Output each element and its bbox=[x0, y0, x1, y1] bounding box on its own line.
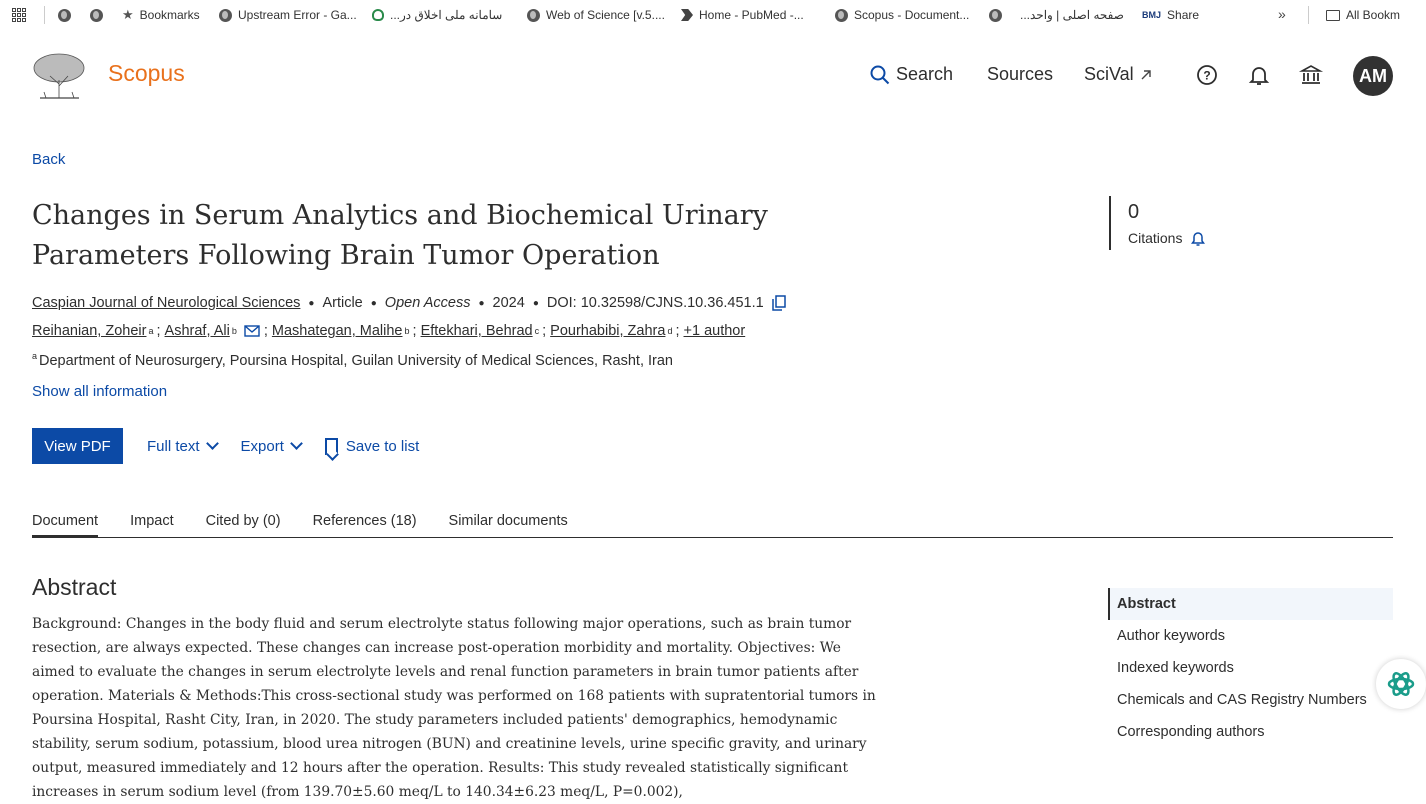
globe-icon bbox=[527, 9, 540, 22]
chevron-down-icon bbox=[290, 437, 303, 450]
divider bbox=[44, 6, 45, 24]
help-icon[interactable] bbox=[1196, 64, 1218, 86]
author-link[interactable]: Pourhabibi, Zahra bbox=[550, 323, 666, 339]
affiliation: $^a$ Department of Neurosurgery, Poursina Hospital, Guilan University of Medical Sciences, Rasht, Iran bbox=[32, 351, 673, 369]
ai-assistant-icon bbox=[1376, 659, 1426, 709]
folder-icon bbox=[1326, 10, 1340, 21]
separator-dot: ● bbox=[370, 297, 377, 309]
document-meta bbox=[32, 295, 786, 311]
author-link[interactable]: Reihanian, Zoheir bbox=[32, 323, 147, 339]
author-link[interactable]: Mashategan, Malihe bbox=[271, 323, 403, 339]
all-bookmarks-folder[interactable]: All Bookm bbox=[1326, 7, 1400, 23]
site-header bbox=[0, 38, 1404, 118]
university-icon bbox=[989, 9, 1002, 22]
tab-impact[interactable]: Impact bbox=[130, 513, 174, 529]
email-icon[interactable] bbox=[244, 325, 260, 337]
publication-year: 2024 bbox=[492, 295, 525, 311]
export-dropdown[interactable]: Export bbox=[241, 438, 301, 455]
document-tabs bbox=[32, 505, 1393, 538]
search-icon bbox=[870, 65, 890, 85]
journal-link[interactable]: Caspian Journal of Neurological Sciences bbox=[32, 295, 301, 311]
globe-icon bbox=[58, 9, 71, 22]
globe-icon bbox=[219, 9, 232, 22]
institution-icon[interactable] bbox=[1300, 64, 1322, 86]
bell-icon[interactable] bbox=[1248, 64, 1270, 86]
assistant-button[interactable] bbox=[1376, 659, 1426, 709]
open-access-label: Open Access bbox=[384, 295, 471, 311]
svg-text:?: ? bbox=[1203, 68, 1211, 83]
separator-dot: ● bbox=[308, 297, 315, 309]
bookmark-bmj-share[interactable]: BMJ Share bbox=[1142, 8, 1200, 22]
full-text-dropdown[interactable]: Full text bbox=[147, 438, 217, 455]
external-link-icon bbox=[1140, 69, 1152, 81]
globe-icon bbox=[835, 9, 848, 22]
copy-icon[interactable] bbox=[772, 295, 786, 311]
section-navigation bbox=[1108, 588, 1393, 748]
bookmark-pubmed[interactable]: Home - PubMed -... bbox=[681, 7, 804, 23]
separator-dot: ● bbox=[478, 297, 485, 309]
abstract-text: Background: Changes in the body fluid and serum electrolyte status following major operations, such as brain tumor resection, are always expected. These changes can increase post-operation morbidity and mortality. Objectives: We aimed to evaluate the changes in serum electrolyte levels and renal function parameters in brain tumor patients after operation. Materials & Methods:This cross-sectional study was performed on 168 patients with supratentorial tumors in Poursina Hospital, Rasht City, Iran, in 2020. The study parameters included patients' demographics, hemodynamic stability, serum sodium, potassium, blood urea nitrogen (BUN) and creatinine levels, urine specific gravity, and urinary output, measured immediately and 12 hours after the operation. Results: This study revealed statistically significant increases in serum sodium level (from 139.70±5.60 meq/L to 140.34±6.23 meq/L, P=0.002), bbox=[32, 616, 876, 800]
bookmark-item[interactable] bbox=[58, 7, 71, 23]
save-to-list-button[interactable]: Save to list bbox=[325, 438, 419, 455]
tab-document[interactable]: Document bbox=[32, 505, 98, 538]
side-nav-corresponding-authors[interactable]: Corresponding authors bbox=[1117, 724, 1265, 740]
bookmarks-bar bbox=[0, 0, 1404, 30]
author-link[interactable]: Eftekhari, Behrad bbox=[420, 323, 533, 339]
emblem-icon bbox=[372, 9, 384, 21]
view-pdf-button[interactable]: View PDF bbox=[32, 428, 123, 464]
document-title: Changes in Serum Analytics and Biochemical Urinary Parameters Following Brain Tumor Operation bbox=[32, 200, 768, 271]
bookmarks-overflow-icon[interactable]: » bbox=[1278, 6, 1286, 22]
author-list: Reihanian, Zoheir a ; Ashraf, Ali b ; Mashategan, Malihe b ; Eftekhari, Behrad c ; Pourhabibi, Zahra d ; +1 author bbox=[32, 323, 746, 339]
citation-count: 0 bbox=[1128, 201, 1140, 223]
side-nav-abstract[interactable]: Abstract bbox=[1108, 588, 1393, 620]
divider bbox=[1308, 6, 1309, 24]
back-link[interactable]: Back bbox=[32, 151, 66, 168]
separator-dot: ● bbox=[532, 297, 539, 309]
bookmark-ethics[interactable]: سامانه ملی اخلاق در... bbox=[372, 7, 502, 23]
bookmark-web-of-science[interactable]: Web of Science [v.5.... bbox=[527, 7, 665, 23]
star-icon: ★ bbox=[122, 7, 134, 22]
bmj-icon: BMJ bbox=[1142, 10, 1162, 20]
tab-cited-by[interactable]: Cited by (0) bbox=[205, 513, 281, 529]
citations-label-row: Citations bbox=[1128, 230, 1206, 246]
nav-scival[interactable]: SciVal bbox=[1084, 64, 1152, 85]
bookmark-bookmarks[interactable]: ★ Bookmarks bbox=[122, 7, 200, 22]
author-link[interactable]: Ashraf, Ali bbox=[164, 323, 230, 339]
document-type: Article bbox=[322, 295, 363, 311]
brand-name[interactable]: Scopus bbox=[108, 60, 185, 86]
pubmed-icon bbox=[681, 9, 693, 21]
show-all-information-link[interactable]: Show all information bbox=[32, 383, 168, 400]
bookmark-item[interactable] bbox=[90, 7, 103, 23]
nav-search[interactable]: Search bbox=[870, 64, 953, 85]
citations-panel bbox=[1109, 196, 1206, 250]
side-nav-chemicals[interactable]: Chemicals and CAS Registry Numbers bbox=[1117, 692, 1367, 708]
tab-references[interactable]: References (18) bbox=[312, 513, 417, 529]
citation-alert-bell-icon[interactable] bbox=[1190, 230, 1206, 246]
abstract-heading: Abstract bbox=[32, 574, 117, 600]
more-authors-link[interactable]: +1 author bbox=[683, 323, 746, 339]
globe-icon bbox=[90, 9, 103, 22]
tab-similar-documents[interactable]: Similar documents bbox=[448, 513, 568, 529]
user-avatar[interactable]: AM bbox=[1353, 56, 1393, 96]
elsevier-tree-logo[interactable] bbox=[32, 52, 87, 102]
nav-sources[interactable]: Sources bbox=[987, 64, 1054, 84]
bookmark-scopus[interactable]: Scopus - Document... bbox=[835, 7, 969, 23]
document-actions bbox=[32, 428, 419, 464]
doi: DOI: 10.32598/CJNS.10.36.451.1 bbox=[546, 295, 764, 311]
bookmark-university[interactable]: صفحه اصلی | واحد... bbox=[989, 7, 1124, 23]
bookmark-icon bbox=[325, 438, 338, 455]
side-nav-author-keywords[interactable]: Author keywords bbox=[1117, 628, 1225, 644]
chevron-down-icon bbox=[206, 437, 219, 450]
apps-grid-icon[interactable] bbox=[12, 8, 26, 22]
side-nav-indexed-keywords[interactable]: Indexed keywords bbox=[1117, 660, 1234, 676]
bookmark-upstream-error[interactable]: Upstream Error - Ga... bbox=[219, 7, 357, 23]
